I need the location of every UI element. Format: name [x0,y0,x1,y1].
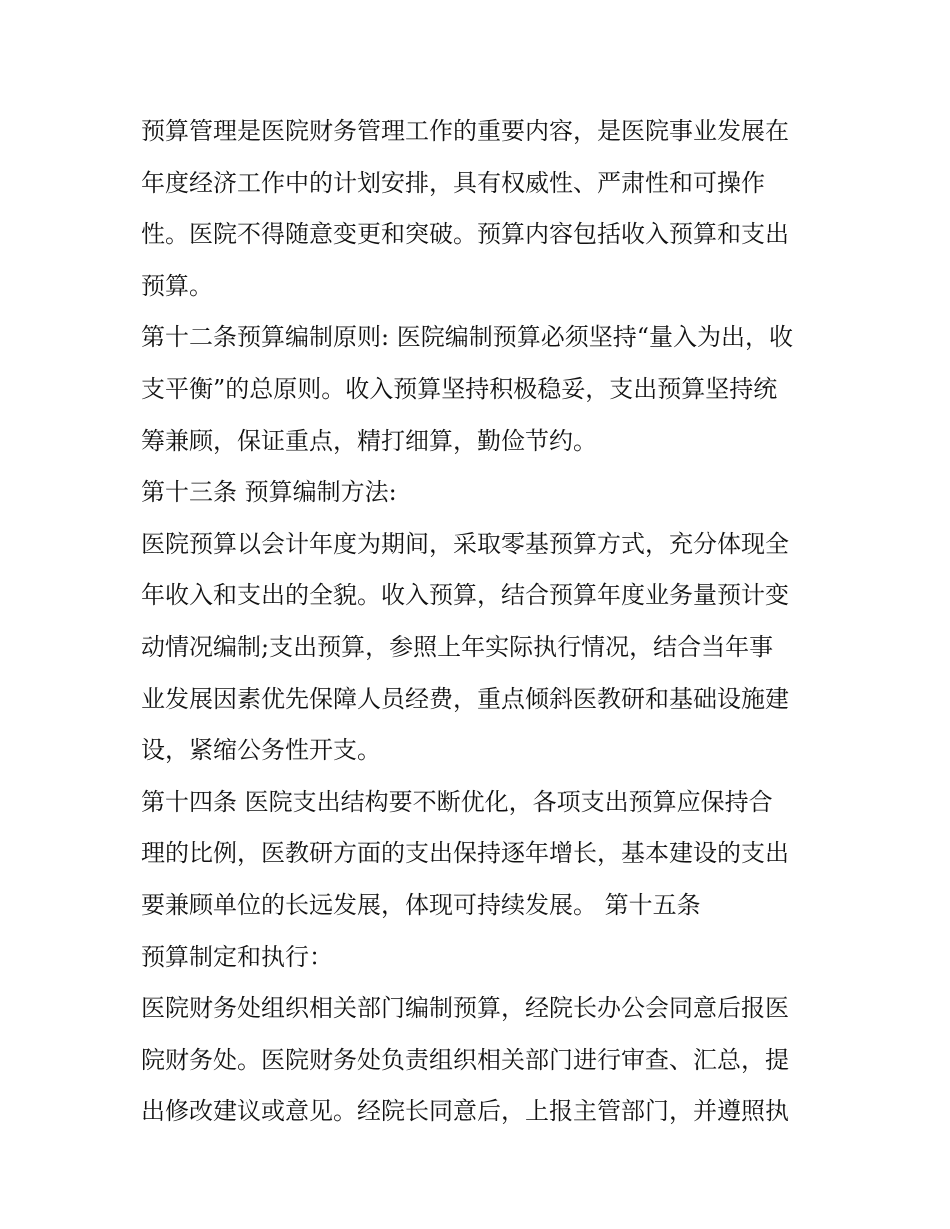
text-line: 出修改建议或意见。经院长同意后，上报主管部门，并遵照执 [141,1097,789,1126]
text-line: 第十四条 医院支出结构要不断优化，各项支出预算应保持合 [141,787,773,816]
text-line: 医院预算以会计年度为期间，采取零基预算方式，充分体现全 [141,529,789,558]
text-line: 预算。 [141,271,213,300]
text-line: 第十三条 预算编制方法: [141,478,397,507]
document-body [141,106,821,1138]
text-line: 支平衡”的总原则。收入预算坚持积极稳妥，支出预算坚持统 [141,374,778,403]
text-line: 设，紧缩公务性开支。 [141,736,381,765]
text-line: 要兼顾单位的长远发展，体现可持续发展。 第十五条 [141,890,701,919]
text-line: 预算制定和执行： [141,942,333,971]
text-line: 年收入和支出的全貌。收入预算，结合预算年度业务量预计变 [141,581,789,610]
text-line: 理的比例，医教研方面的支出保持逐年增长，基本建设的支出 [141,839,789,868]
text-line: 医院财务处组织相关部门编制预算，经院长办公会同意后报医 [141,994,789,1023]
text-line: 业发展因素优先保障人员经费，重点倾斜医教研和基础设施建 [141,684,789,713]
text-line: 年度经济工作中的计划安排，具有权威性、严肃性和可操作 [141,168,765,197]
text-line: 动情况编制;支出预算，参照上年实际执行情况，结合当年事 [141,632,774,661]
text-line: 性。医院不得随意变更和突破。预算内容包括收入预算和支出 [141,220,789,249]
text-line: 院财务处。医院财务处负责组织相关部门进行审查、汇总，提 [141,1045,789,1074]
text-line: 预算管理是医院财务管理工作的重要内容，是医院事业发展在 [141,117,789,145]
text-line: 第十二条预算编制原则: 医院编制预算必须坚持“量入为出，收 [141,323,793,352]
text-line: 筹兼顾，保证重点，精打细算，勤俭节约。 [141,426,597,455]
